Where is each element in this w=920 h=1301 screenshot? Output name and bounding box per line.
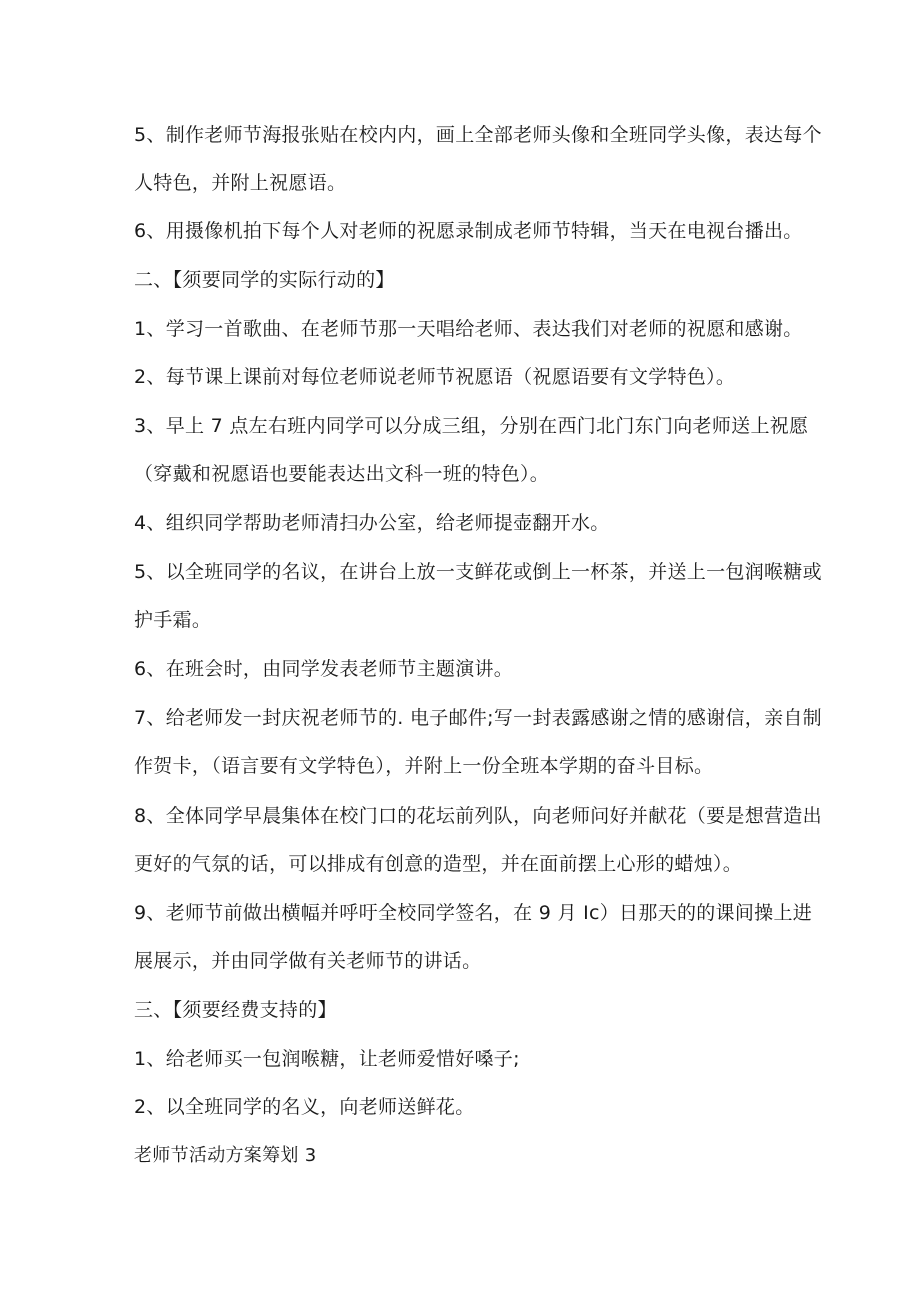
text-line: 9、老师节前做出横幅并呼吁全校同学签名，在 9 月 Ic）日那天的的课间操上进 — [134, 902, 813, 924]
text-line: 2、以全班同学的名义，向老师送鲜花。 — [134, 1096, 475, 1118]
text-line: 更好的气氛的话，可以排成有创意的造型，并在面前摆上心形的蜡烛）。 — [134, 853, 743, 875]
text-line: 人特色，并附上祝愿语。 — [134, 172, 347, 194]
text-line: 1、学习一首歌曲、在老师节那一天唱给老师、表达我们对老师的祝愿和感谢。 — [134, 318, 803, 340]
section-heading: 三、【须要经费支持的】 — [134, 999, 337, 1021]
text-line: 6、在班会时，由同学发表老师节主题演讲。 — [134, 658, 514, 680]
text-line: 1、给老师买一包润喉糖，让老师爱惜好嗓子; — [134, 1048, 520, 1070]
text-line: 5、以全班同学的名议，在讲台上放一支鲜花或倒上一杯茶，并送上一包润喉糖或 — [134, 561, 822, 583]
text-line: 作贺卡，（语言要有文学特色），并附上一份全班本学期的奋斗目标。 — [134, 755, 714, 777]
text-line: 6、用摄像机拍下每个人对老师的祝愿录制成老师节特辑，当天在电视台播出。 — [134, 220, 803, 242]
text-line: 8、全体同学早晨集体在校门口的花坛前列队，向老师问好并献花（要是想营造出 — [134, 805, 822, 827]
document-heading: 老师节活动方案筹划 3 — [134, 1145, 317, 1166]
text-line: 展展示，并由同学做有关老师节的讲话。 — [134, 950, 482, 972]
text-line: 3、早上 7 点左右班内同学可以分成三组，分别在西门北门东门向老师送上祝愿 — [134, 415, 809, 437]
text-line: 7、给老师发一封庆祝老师节的. 电子邮件;写一封表露感谢之情的感谢信，亲自制 — [134, 707, 822, 729]
text-line: 5、制作老师节海报张贴在校内内，画上全部老师头像和全班同学头像，表达每个 — [134, 124, 822, 146]
text-line: 护手霜。 — [134, 609, 212, 631]
text-line: 2、每节课上课前对每位老师说老师节祝愿语（祝愿语要有文学特色）。 — [134, 366, 736, 388]
section-heading: 二、【须要同学的实际行动的】 — [134, 269, 395, 291]
text-line: （穿戴和祝愿语也要能表达出文科一班的特色）。 — [134, 463, 550, 485]
text-line: 4、组织同学帮助老师清扫办公室，给老师提壶翻开水。 — [134, 512, 610, 534]
